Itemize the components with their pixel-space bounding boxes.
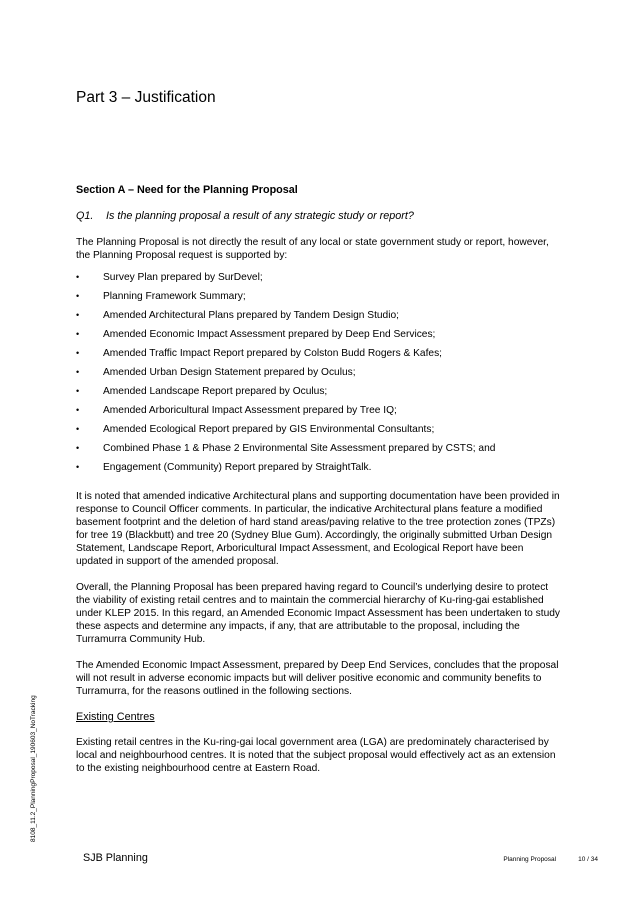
bullet-icon: • (76, 405, 80, 415)
list-item: • Survey Plan prepared by SurDevel; (76, 268, 560, 287)
page-number: 10 / 34 (578, 856, 598, 863)
intro-paragraph: The Planning Proposal is not directly the result of any local or state government study or report, however, the Planning Proposal request is supported by: (76, 237, 549, 261)
list-item: • Planning Framework Summary; (76, 287, 560, 306)
bullet-icon: • (76, 424, 80, 434)
bullet-icon: • (76, 348, 80, 358)
list-item: • Engagement (Community) Report prepared by StraightTalk. (76, 458, 560, 477)
question-number: Q1. (76, 210, 94, 222)
list-item: • Amended Landscape Report prepared by Oculus; (76, 382, 560, 401)
section-heading: Section A – Need for the Planning Proposal (76, 184, 298, 196)
bullet-icon: • (76, 367, 80, 377)
list-item: • Amended Ecological Report prepared by GIS Environmental Consultants; (76, 420, 560, 439)
paragraph: Existing retail centres in the Ku-ring-gai local government area (LGA) are predominately characterised by local and neighbourhood centres. It is noted that the subject proposal would effectively act as an extension to the existing neighbourhood centre at Eastern Road. (76, 737, 556, 774)
list-item: • Amended Traffic Impact Report prepared by Colston Budd Rogers & Kafes; (76, 344, 560, 363)
footer-doc-name: Planning Proposal (503, 856, 557, 863)
paragraph: Overall, the Planning Proposal has been prepared having regard to Council’s underlying desire to protect the viability of existing retail centres and to maintain the commercial hierarchy of Ku-ring-gai established under KLEP 2015. In this regard, an Amended Economic Impact Assessment has been undertaken to study these aspects and determine any impacts, if any, that are attributable to the proposal, including the Turramurra Community Hub. (76, 582, 561, 645)
list-item: • Combined Phase 1 & Phase 2 Environmental Site Assessment prepared by CSTS; and (76, 439, 560, 458)
paragraph: The Amended Economic Impact Assessment, prepared by Deep End Services, concludes that the proposal will not result in adverse economic impacts but will deliver positive economic and community benefits to Turramurra, for the reasons outlined in the following sections. (76, 660, 559, 697)
paragraph: It is noted that amended indicative Architectural plans and supporting documentation have been provided in response to Council Officer comments. In particular, the indicative Architectural plans feature a modified basement footprint and the deletion of hard stand areas/paving relative to the tree protection zones (TPZs) for tree 19 (Blackbutt) and tree 20 (Sydney Blue Gum). Accordingly, the originally submitted Urban Design Statement, Landscape Report, Arboricultural Impact Assessment, and Ecological Report have been updated in support of the amended proposal. (76, 491, 560, 567)
bullet-icon: • (76, 462, 80, 472)
page-title: Part 3 – Justification (76, 89, 216, 106)
bullet-icon: • (76, 310, 80, 320)
question-text: Is the planning proposal a result of any strategic study or report? (106, 210, 414, 222)
existing-centres-heading: Existing Centres (76, 711, 155, 723)
footer-meta (503, 856, 598, 863)
bullet-icon: • (76, 272, 80, 282)
bullet-icon: • (76, 291, 80, 301)
bullet-icon: • (76, 443, 80, 453)
bullet-icon: • (76, 386, 80, 396)
document-reference: 8108_11.2_PlanningProposal_190603_NoTracking (30, 695, 37, 842)
footer-company: SJB Planning (83, 852, 148, 864)
bullet-icon: • (76, 329, 80, 339)
list-item: • Amended Architectural Plans prepared by Tandem Design Studio; (76, 306, 560, 325)
question (76, 210, 414, 222)
list-item: • Amended Arboricultural Impact Assessment prepared by Tree IQ; (76, 401, 560, 420)
list-item: • Amended Economic Impact Assessment prepared by Deep End Services; (76, 325, 560, 344)
list-item: • Amended Urban Design Statement prepared by Oculus; (76, 363, 560, 382)
body-content (76, 236, 560, 775)
supporting-documents-list (76, 268, 560, 477)
